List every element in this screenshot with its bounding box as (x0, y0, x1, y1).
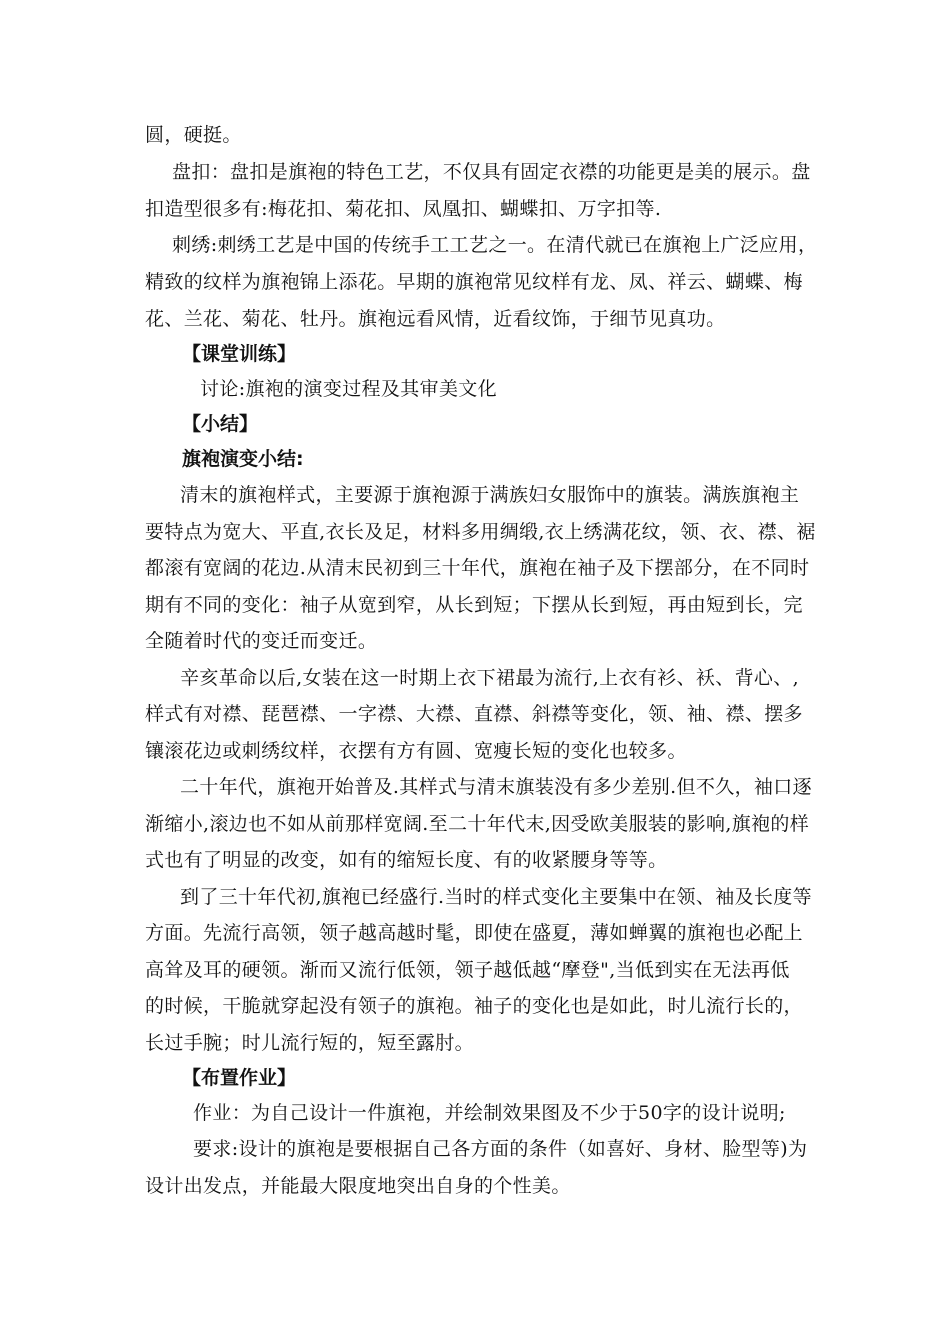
paragraph-line: 的时候，干脆就穿起没有领子的旗袍。袖子的变化也是如此，时儿流行长的， (145, 995, 803, 1017)
subheading-qipao-evolution-summary: 旗袍演变小结: (182, 448, 304, 470)
paragraph-line: 渐缩小,滚边也不如从前那样宽阔.至二十年代末,因受欧美服装的影响,旗袍的样 (145, 813, 810, 835)
paragraph-line: 作业：为自己设计一件旗袍，并绘制效果图及不少于50字的设计说明; (193, 1102, 786, 1124)
paragraph-line: 辛亥革命以后,女装在这一时期上衣下裙最为流行,上衣有衫、袄、背心、, (180, 667, 800, 689)
paragraph-line: 要求:设计的旗袍是要根据自己各方面的条件（如喜好、身材、脸型等)为 (193, 1138, 808, 1160)
paragraph-line: 二十年代，旗袍开始普及.其样式与清末旗装没有多少差别.但不久，袖口逐 (180, 776, 812, 798)
paragraph-line: 期有不同的变化：袖子从宽到窄，从长到短；下摆从长到短，再由短到长，完 (145, 594, 803, 616)
paragraph-line: 设计出发点，并能最大限度地突出自身的个性美。 (145, 1175, 571, 1197)
paragraph-line: 要特点为宽大、平直,衣长及足，材料多用绸缎,衣上绣满花纹，领、衣、襟、裾 (145, 521, 816, 543)
section-heading-summary: 【小结】 (182, 413, 259, 435)
paragraph-line: 盘扣：盘扣是旗袍的特色工艺，不仅具有固定衣襟的功能更是美的展示。盘 (172, 161, 811, 183)
paragraph-line: 圆，硬挺。 (145, 124, 242, 146)
paragraph-line: 镶滚花边或刺绣纹样，衣摆有方有圆、宽瘦长短的变化也较多。 (145, 740, 687, 762)
paragraph-line: 讨论:旗袍的演变过程及其审美文化 (200, 378, 498, 400)
paragraph-line: 样式有对襟、琵琶襟、一字襟、大襟、直襟、斜襟等变化，领、袖、襟、摆多 (145, 703, 803, 725)
paragraph-line: 长过手腕；时儿流行短的，短至露肘。 (145, 1032, 474, 1054)
paragraph-line: 方面。先流行高领，领子越高越时髦，即使在盛夏，薄如蝉翼的旗袍也必配上 (145, 922, 803, 944)
paragraph-line: 到了三十年代初,旗袍已经盛行.当时的样式变化主要集中在领、袖及长度等 (180, 886, 812, 908)
paragraph-line: 全随着时代的变迁而变迁。 (145, 630, 378, 652)
paragraph-line: 都滚有宽阔的花边.从清末民初到三十年代，旗袍在袖子及下摆部分，在不同时 (145, 557, 810, 579)
paragraph-line: 花、兰花、菊花、牡丹。旗袍远看风情，近看纹饰，于细节见真功。 (145, 308, 726, 330)
section-heading-classroom-training: 【课堂训练】 (182, 343, 297, 365)
paragraph-line: 式也有了明显的改变，如有的缩短长度、有的收紧腰身等等。 (145, 849, 668, 871)
paragraph-line: 刺绣:刺绣工艺是中国的传统手工工艺之一。在清代就已在旗袍上广泛应用， (172, 234, 818, 256)
paragraph-line: 清末的旗袍样式，主要源于旗袍源于满族妇女服饰中的旗装。满族旗袍主 (180, 484, 800, 506)
paragraph-line: 高耸及耳的硬领。渐而又流行低领，领子越低越“摩登",当低到实在无法再低 (145, 959, 790, 981)
paragraph-line: 扣造型很多有:梅花扣、菊花扣、凤凰扣、蝴蝶扣、万字扣等. (145, 198, 662, 220)
paragraph-line: 精致的纹样为旗袍锦上添花。早期的旗袍常见纹样有龙、凤、祥云、蝴蝶、梅 (145, 271, 803, 293)
section-heading-homework: 【布置作业】 (182, 1067, 297, 1089)
